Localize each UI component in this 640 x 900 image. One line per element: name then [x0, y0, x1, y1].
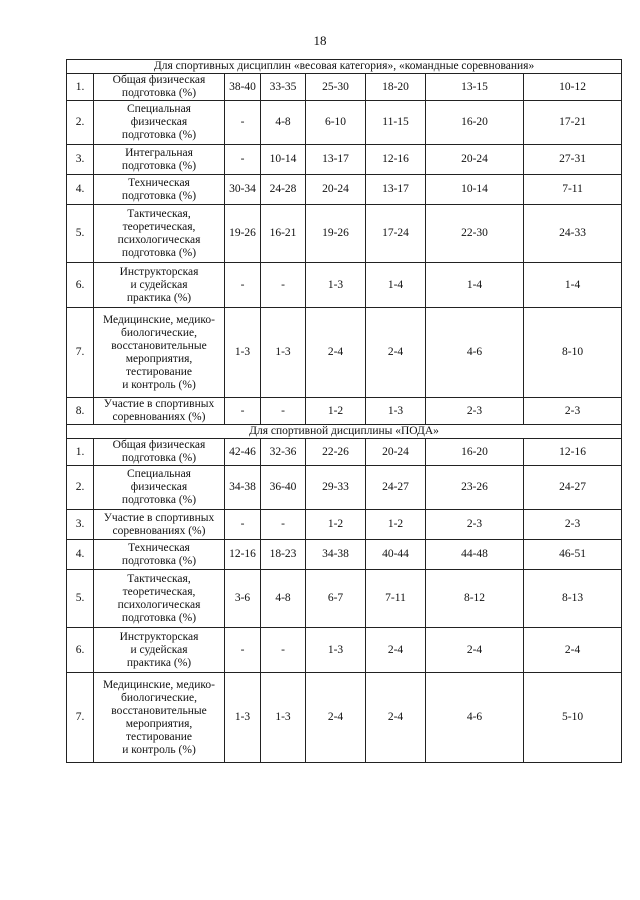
training-type-name — [94, 101, 225, 145]
training-type-name-line: Интегральная — [125, 146, 193, 159]
training-type-name-line: мероприятия, — [125, 352, 193, 365]
percentage-value: - — [225, 145, 261, 175]
percentage-value: 2-4 — [524, 628, 622, 673]
row-number: 3. — [67, 145, 94, 175]
row-number: 2. — [67, 466, 94, 510]
percentage-value: 1-2 — [306, 510, 366, 540]
percentage-value: 6-7 — [306, 570, 366, 628]
row-number: 7. — [67, 673, 94, 763]
table-row — [67, 510, 622, 540]
training-type-name-line: физическая — [130, 116, 188, 128]
training-type-name-line: соревнованиях (%) — [112, 524, 206, 537]
percentage-value: 1-3 — [261, 308, 306, 398]
training-type-name-line: практика (%) — [126, 291, 192, 304]
training-type-name-line: Общая физическая — [112, 439, 206, 451]
training-type-name — [94, 205, 225, 263]
row-number: 6. — [67, 628, 94, 673]
percentage-value: 46-51 — [524, 540, 622, 570]
percentage-value: 4-6 — [426, 673, 524, 763]
percentage-value: 7-11 — [366, 570, 426, 628]
percentage-value: 2-4 — [366, 628, 426, 673]
percentage-value: 20-24 — [366, 439, 426, 466]
training-type-name-line: психологическая — [117, 598, 201, 611]
percentage-value: 22-30 — [426, 205, 524, 263]
training-type-name-line: биологические, — [121, 326, 197, 339]
percentage-value: 24-27 — [366, 466, 426, 510]
training-type-name-line: и судейская — [130, 278, 188, 291]
table-row — [67, 540, 622, 570]
training-type-name — [94, 570, 225, 628]
percentage-value: 6-10 — [306, 101, 366, 145]
section-header: Для спортивных дисциплин «весовая категория», «командные соревнования» — [67, 60, 622, 74]
percentage-value: 1-2 — [306, 398, 366, 425]
percentage-value: 1-2 — [366, 510, 426, 540]
percentage-value: 24-33 — [524, 205, 622, 263]
training-type-name-line: психологическая — [117, 233, 201, 246]
table-row — [67, 145, 622, 175]
percentage-value: 10-12 — [524, 74, 622, 101]
percentage-value: - — [225, 101, 261, 145]
training-type-name-line: Общая физическая — [112, 74, 206, 86]
row-number: 1. — [67, 74, 94, 101]
training-type-name-line: Инструкторская — [119, 630, 199, 643]
percentage-value: 13-17 — [306, 145, 366, 175]
training-type-name — [94, 466, 225, 510]
percentage-value: 20-24 — [306, 175, 366, 205]
percentage-value: - — [225, 510, 261, 540]
percentage-value: 1-4 — [426, 263, 524, 308]
training-type-name — [94, 673, 225, 763]
percentage-value: 13-15 — [426, 74, 524, 101]
percentage-value: 1-3 — [306, 263, 366, 308]
percentage-value: 24-27 — [524, 466, 622, 510]
percentage-value: 32-36 — [261, 439, 306, 466]
percentage-value: 18-20 — [366, 74, 426, 101]
training-type-name-line: Техническая — [128, 541, 190, 554]
percentage-value: 34-38 — [306, 540, 366, 570]
percentage-value: 8-13 — [524, 570, 622, 628]
percentage-value: 2-3 — [524, 398, 622, 425]
percentage-value: 1-4 — [366, 263, 426, 308]
training-type-name — [94, 439, 225, 466]
training-type-name-line: тестирование — [126, 365, 192, 378]
training-type-name-line: подготовка (%) — [121, 452, 197, 464]
training-type-name-line: Специальная — [127, 468, 191, 480]
training-type-name-line: подготовка (%) — [121, 246, 197, 259]
percentage-value: - — [261, 510, 306, 540]
training-type-name — [94, 263, 225, 308]
percentage-value: 23-26 — [426, 466, 524, 510]
percentage-value: 2-3 — [524, 510, 622, 540]
percentage-value: - — [225, 628, 261, 673]
training-type-name-line: теоретическая, — [122, 585, 196, 598]
percentage-value: 24-28 — [261, 175, 306, 205]
percentage-value: 2-4 — [306, 673, 366, 763]
row-number: 2. — [67, 101, 94, 145]
page-number: 18 — [313, 33, 327, 48]
training-type-name-line: физическая — [130, 481, 188, 493]
training-type-name-line: подготовка (%) — [121, 189, 197, 202]
training-type-name-line: подготовка (%) — [121, 129, 197, 141]
row-number: 7. — [67, 308, 94, 398]
percentage-value: 20-24 — [426, 145, 524, 175]
percentage-value: 17-24 — [366, 205, 426, 263]
percentage-value: 27-31 — [524, 145, 622, 175]
training-type-name-line: Тактическая, — [127, 572, 191, 585]
percentage-value: 8-10 — [524, 308, 622, 398]
training-type-name-line: Техническая — [128, 176, 190, 189]
training-type-name — [94, 628, 225, 673]
percentage-value: - — [261, 398, 306, 425]
training-type-name-line: тестирование — [126, 730, 192, 743]
table-row — [67, 570, 622, 628]
percentage-value: 5-10 — [524, 673, 622, 763]
training-type-name-line: и судейская — [130, 643, 188, 656]
percentage-value: 1-3 — [306, 628, 366, 673]
section-header: Для спортивной дисциплины «ПОДА» — [67, 425, 622, 439]
percentage-value: 33-35 — [261, 74, 306, 101]
training-type-name-line: Медицинские, медико- — [102, 678, 215, 691]
row-number: 4. — [67, 175, 94, 205]
training-type-name-line: и контроль (%) — [122, 743, 196, 756]
row-number: 1. — [67, 439, 94, 466]
row-number: 5. — [67, 570, 94, 628]
training-type-name — [94, 74, 225, 101]
percentage-value: 34-38 — [225, 466, 261, 510]
percentage-value: 38-40 — [225, 74, 261, 101]
percentage-value: 2-4 — [426, 628, 524, 673]
training-type-name-line: подготовка (%) — [121, 611, 197, 624]
row-number: 6. — [67, 263, 94, 308]
training-type-name-line: соревнованиях (%) — [112, 411, 206, 423]
training-type-name — [94, 175, 225, 205]
table-row — [67, 628, 622, 673]
percentage-value: 11-15 — [366, 101, 426, 145]
training-type-name-line: Специальная — [127, 103, 191, 115]
table-row — [67, 466, 622, 510]
table-row — [67, 673, 622, 763]
percentage-value: 13-17 — [366, 175, 426, 205]
percentage-value: 2-3 — [426, 398, 524, 425]
training-type-name-line: практика (%) — [126, 656, 192, 669]
percentage-value: - — [261, 263, 306, 308]
percentage-value: 4-6 — [426, 308, 524, 398]
percentage-value: 40-44 — [366, 540, 426, 570]
training-type-name-line: Тактическая, — [127, 207, 191, 220]
percentage-value: - — [261, 628, 306, 673]
percentage-value: 44-48 — [426, 540, 524, 570]
percentage-value: 12-16 — [225, 540, 261, 570]
percentage-value: 1-3 — [366, 398, 426, 425]
training-type-name-line: Медицинские, медико- — [102, 313, 215, 326]
section-header-row — [67, 60, 622, 74]
training-type-name-line: биологические, — [121, 691, 197, 704]
table-row — [67, 263, 622, 308]
percentage-value: 1-4 — [524, 263, 622, 308]
training-type-name-line: подготовка (%) — [121, 159, 197, 172]
percentage-value: 1-3 — [261, 673, 306, 763]
percentage-value: 4-8 — [261, 101, 306, 145]
percentage-value: 36-40 — [261, 466, 306, 510]
percentage-value: 2-4 — [366, 308, 426, 398]
table-row — [67, 308, 622, 398]
training-type-name-line: теоретическая, — [122, 220, 196, 233]
table-row — [67, 205, 622, 263]
percentage-value: 7-11 — [524, 175, 622, 205]
training-type-name-line: и контроль (%) — [122, 378, 196, 391]
training-type-name — [94, 398, 225, 425]
percentage-value: 3-6 — [225, 570, 261, 628]
training-type-name-line: подготовка (%) — [121, 554, 197, 567]
percentage-value: 42-46 — [225, 439, 261, 466]
table-row — [67, 439, 622, 466]
training-type-name-line: Участие в спортивных — [103, 511, 215, 524]
percentage-value: 1-3 — [225, 308, 261, 398]
percentage-value: 16-20 — [426, 439, 524, 466]
percentage-value: - — [225, 263, 261, 308]
training-type-name-line: восстановительные — [111, 339, 207, 352]
percentage-value: 12-16 — [524, 439, 622, 466]
row-number: 3. — [67, 510, 94, 540]
training-type-name-line: Инструкторская — [119, 265, 199, 278]
percentage-value: 16-21 — [261, 205, 306, 263]
training-type-name-line: Участие в спортивных — [103, 398, 215, 410]
percentage-value: 19-26 — [225, 205, 261, 263]
training-type-name-line: подготовка (%) — [121, 494, 197, 506]
table-row — [67, 74, 622, 101]
training-type-name-line: мероприятия, — [125, 717, 193, 730]
percentage-value: 12-16 — [366, 145, 426, 175]
percentage-value: 8-12 — [426, 570, 524, 628]
table-row — [67, 398, 622, 425]
percentage-value: 10-14 — [426, 175, 524, 205]
percentage-value: 19-26 — [306, 205, 366, 263]
table-row — [67, 175, 622, 205]
percentage-value: 4-8 — [261, 570, 306, 628]
percentage-value: 2-3 — [426, 510, 524, 540]
training-type-name — [94, 540, 225, 570]
training-type-name-line: восстановительные — [111, 704, 207, 717]
percentage-value: 22-26 — [306, 439, 366, 466]
percentage-value: 30-34 — [225, 175, 261, 205]
percentage-value: 18-23 — [261, 540, 306, 570]
training-percentages-table — [66, 59, 622, 763]
row-number: 8. — [67, 398, 94, 425]
percentage-value: 17-21 — [524, 101, 622, 145]
percentage-value: 16-20 — [426, 101, 524, 145]
training-type-name — [94, 145, 225, 175]
percentage-value: 10-14 — [261, 145, 306, 175]
training-type-name-line: подготовка (%) — [121, 87, 197, 99]
section-header-row — [67, 425, 622, 439]
percentage-value: - — [225, 398, 261, 425]
percentage-value: 2-4 — [306, 308, 366, 398]
percentage-value: 1-3 — [225, 673, 261, 763]
row-number: 4. — [67, 540, 94, 570]
percentage-value: 25-30 — [306, 74, 366, 101]
percentage-value: 29-33 — [306, 466, 366, 510]
table-row — [67, 101, 622, 145]
training-type-name — [94, 308, 225, 398]
row-number: 5. — [67, 205, 94, 263]
percentage-value: 2-4 — [366, 673, 426, 763]
training-type-name — [94, 510, 225, 540]
